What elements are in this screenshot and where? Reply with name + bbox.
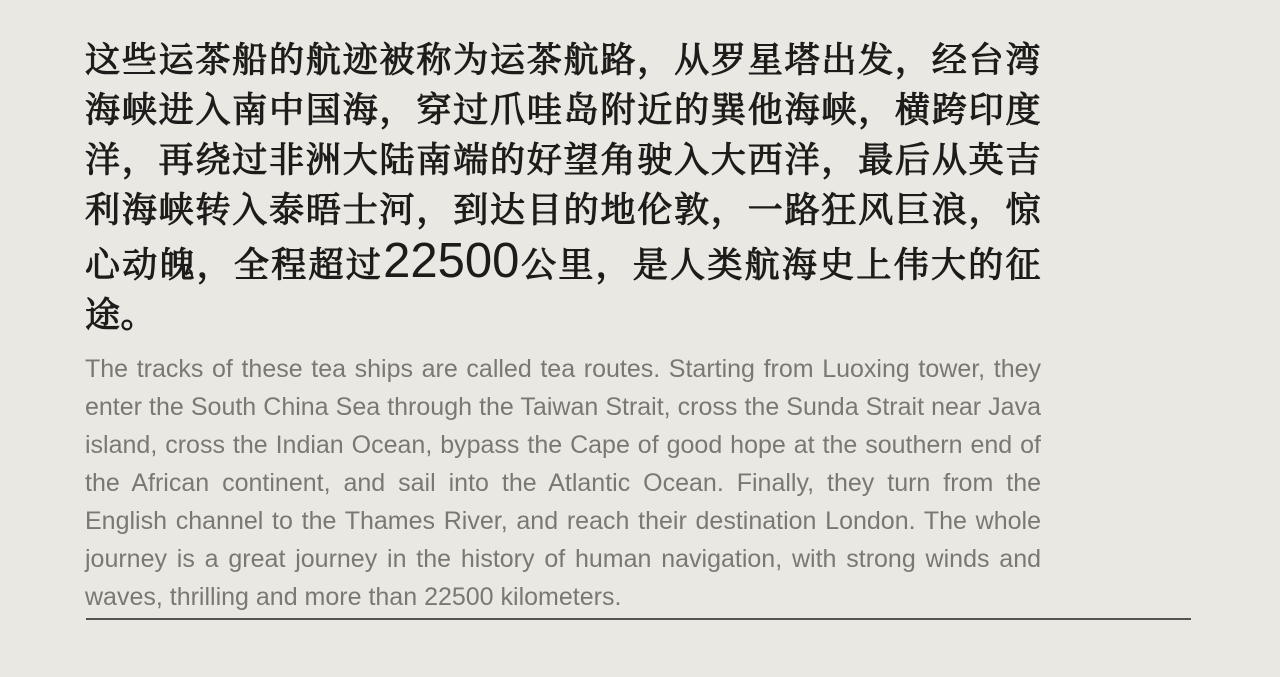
distance-number-highlight: 22500: [383, 234, 520, 288]
english-translation-paragraph: The tracks of these tea ships are called tea routes. Starting from Luoxing tower, they enter the South China Sea through the Taiwan Strait, cross the Sunda Strait near Java island, cross the Indian Ocean, bypass the Cape of good hope at the southern end of the African continent, and sail into the Atlantic Ocean. Finally, they turn from the English channel to the Thames River, and reach their destination London. The whole journey is a great journey in the history of human navigation, with strong winds and waves, thrilling and more than 22500 kilometers.: [85, 355, 1041, 611]
chinese-text-before-number: 这些运茶船的航迹被称为运茶航路，从罗星塔出发，经台湾海峡进入南中国海，穿过爪哇岛附近的巽他海峡，横跨印度洋，再绕过非洲大陆南端的好望角驶入大西洋，最后从英吉利海峡转入泰晤士河，到达目的地伦敦，一路狂风巨浪，惊心动魄，全程超过: [85, 41, 1041, 285]
article-text-block: [85, 36, 1041, 616]
chinese-text-after-number: 公里，是人类航海史上伟大的征途。: [85, 246, 1041, 335]
chinese-paragraph: [85, 36, 1041, 341]
bottom-divider-line: [86, 618, 1191, 620]
